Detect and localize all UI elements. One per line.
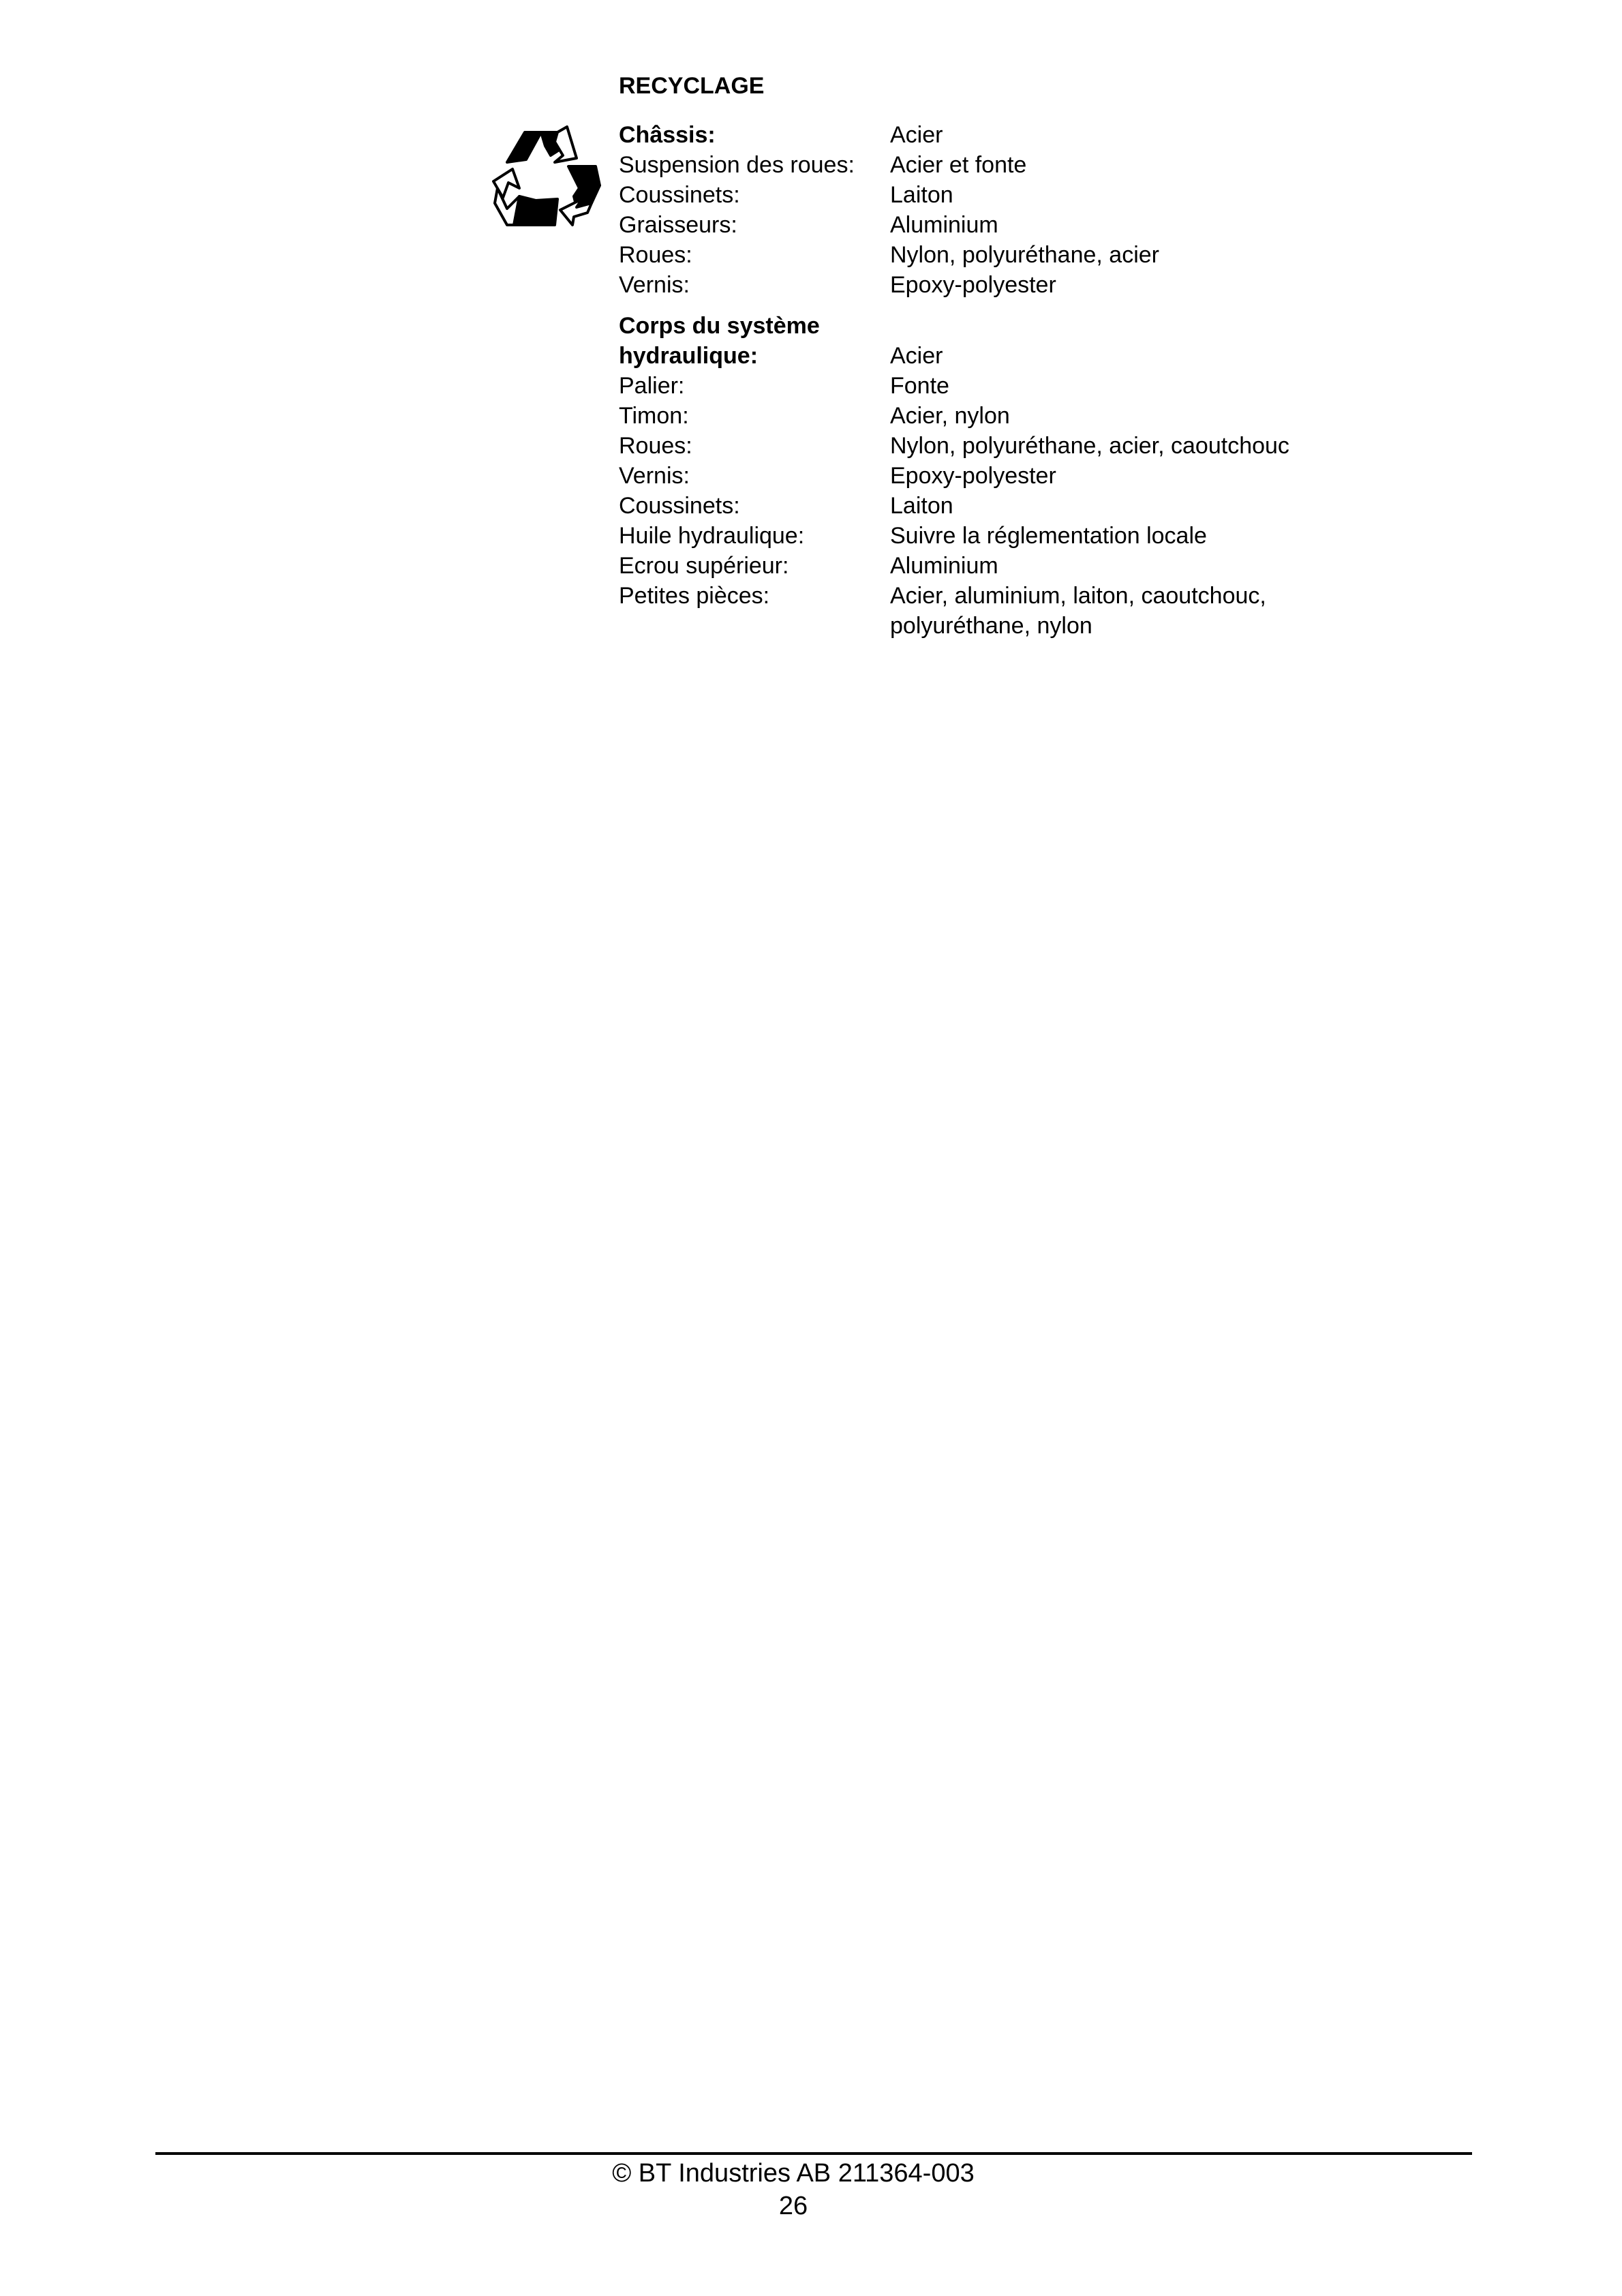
- row-label: Suspension des roues:: [619, 152, 855, 178]
- row-value: Acier et fonte: [890, 152, 1027, 178]
- row-value: Aluminium: [890, 212, 998, 238]
- table-row: [619, 461, 1505, 491]
- row-value: Laiton: [890, 182, 953, 208]
- row-value: Nylon, polyuréthane, acier, caoutchouc: [890, 433, 1289, 459]
- table-row: [619, 431, 1505, 461]
- row-value: Suivre la réglementation locale: [890, 523, 1207, 549]
- recycling-content: [619, 71, 1505, 652]
- page-number: 26: [778, 2192, 808, 2220]
- chassis-section: [619, 120, 1505, 300]
- row-label: Graisseurs:: [619, 212, 737, 238]
- table-row: [619, 581, 1505, 641]
- row-value: Fonte: [890, 373, 949, 399]
- row-label: Vernis:: [619, 272, 690, 298]
- table-row: [619, 401, 1505, 431]
- table-row: [619, 180, 1505, 210]
- row-label: Coussinets:: [619, 493, 740, 519]
- footer-divider: [155, 2152, 1472, 2155]
- table-row: [619, 371, 1505, 401]
- row-label: Ecrou supérieur:: [619, 553, 789, 579]
- row-label: Vernis:: [619, 463, 690, 489]
- table-row: [619, 341, 1505, 371]
- page-title: RECYCLAGE: [619, 73, 765, 99]
- row-label: Roues:: [619, 433, 692, 459]
- table-row: [619, 521, 1505, 551]
- table-row: [619, 311, 1505, 341]
- table-row: [619, 270, 1505, 300]
- row-value: Acier: [890, 122, 943, 148]
- table-row: [619, 150, 1505, 180]
- row-value: [890, 311, 1326, 341]
- row-value: Nylon, polyuréthane, acier: [890, 242, 1160, 268]
- row-label: Châssis:: [619, 122, 716, 148]
- table-row: [619, 551, 1505, 581]
- row-value: Epoxy-polyester: [890, 272, 1056, 298]
- table-row: [619, 210, 1505, 240]
- row-label: hydraulique:: [619, 343, 759, 369]
- row-label: Roues:: [619, 242, 692, 268]
- row-label: Petites pièces:: [619, 583, 770, 609]
- row-value: Epoxy-polyester: [890, 463, 1056, 489]
- row-value: Acier, aluminium, laiton, caoutchouc, polyuréthane, nylon: [890, 583, 1266, 639]
- recycle-icon: [492, 123, 601, 232]
- row-label: Coussinets:: [619, 182, 740, 208]
- table-row: [619, 240, 1505, 270]
- row-value: Acier: [890, 343, 943, 369]
- row-label: Huile hydraulique:: [619, 523, 805, 549]
- row-value: Laiton: [890, 493, 953, 519]
- table-row: [619, 120, 1505, 150]
- table-row: [619, 491, 1505, 521]
- row-label: Palier:: [619, 373, 685, 399]
- footer-copyright: © BT Industries AB 211364-003: [612, 2159, 975, 2188]
- row-value: Aluminium: [890, 553, 998, 579]
- row-label: Corps du système: [619, 313, 820, 339]
- hydraulic-section: [619, 311, 1505, 641]
- row-label: Timon:: [619, 403, 689, 429]
- row-value: Acier, nylon: [890, 403, 1010, 429]
